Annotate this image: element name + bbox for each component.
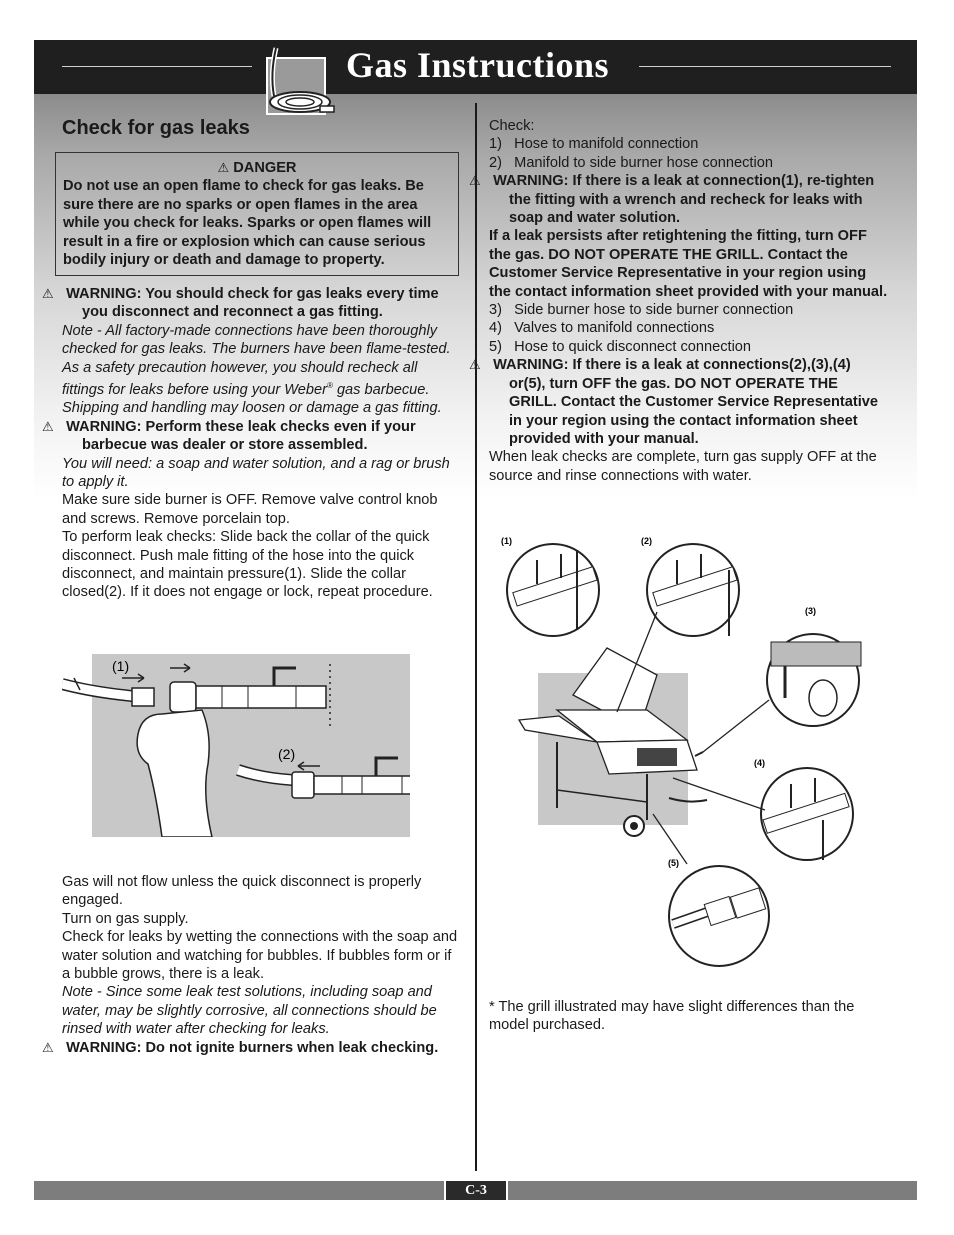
warning-paragraph (489, 172, 889, 227)
danger-box (55, 152, 459, 276)
note-text: Note - All factory-made connections have been thoroughly checked for gas leaks. The burners have been flame-tested. As a safety precaution however, you should recheck all fittings for leaks before using your Weber (62, 322, 451, 398)
section-heading: Check for gas leaks (62, 117, 250, 139)
callout-tag-3: (3) (805, 606, 816, 616)
list-number: 2) (489, 154, 502, 171)
body-paragraph: Gas will not flow unless the quick disconnect is properly engaged. (62, 874, 422, 909)
header-rule-right (639, 66, 891, 67)
list-item (489, 154, 889, 172)
body-paragraph: Make sure side burner is OFF. Remove valve control knob and screws. Remove porcelain top. (62, 492, 438, 527)
footer-bar-left (34, 1181, 444, 1200)
callout-tag-1: (1) (501, 536, 512, 546)
warning-text: WARNING: Do not ignite burners when leak checking. (66, 1039, 439, 1056)
list-item (489, 301, 889, 319)
note-text-cont: gas barbecue. Shipping and handling may loosen or damage a gas fitting. (62, 381, 442, 417)
footer-bar-right (508, 1181, 917, 1200)
page-header (34, 40, 917, 94)
warning-text: WARNING: Perform these leak checks even if your barbecue was dealer or store assembled. (66, 418, 416, 454)
left-column-top (62, 285, 462, 602)
list-item (489, 319, 889, 337)
figure-label-2: (2) (278, 746, 296, 762)
warning-paragraph: ⚠ WARNING: Do not ignite burners when leak checking. (42, 1039, 439, 1056)
detail-circle-1 (507, 544, 599, 636)
warning-triangle-icon: ⚠ (217, 160, 230, 175)
warning-text: WARNING: You should check for gas leaks every time you disconnect and reconnect a gas fitting. (66, 286, 439, 321)
persist-paragraph: If a leak persists after retightening the fitting, turn OFF the gas. DO NOT OPERATE THE GRILL. Contact the Customer Service Representative in your region using the contact information sheet provided with your manual. (489, 228, 888, 300)
warning-paragraph (62, 418, 462, 455)
detail-circle-4 (761, 768, 853, 860)
danger-body: Do not use an open flame to check for gas leaks. Be sure there are no sparks or open flames in the area while you check for leaks. Sparks or open flames will result in a fire or explosion which can cause serious bodily injury or death and damage to property. (63, 178, 432, 269)
body-paragraph: To perform leak checks: Slide back the collar of the quick disconnect. Push male fitting of the hose into the quick disconnect, and maintain pressure(1). Slide the collar closed(2). If it does not engage or lock, repeat procedure. (62, 529, 433, 601)
list-item (489, 338, 889, 356)
header-rule-left (62, 66, 252, 67)
footnote: * The grill illustrated may have slight differences than the model purchased. (489, 999, 855, 1034)
list-text: Manifold to side burner hose connection (514, 154, 773, 171)
callout-tag-5: (5) (668, 858, 679, 868)
body-paragraph: Check for leaks by wetting the connections with the soap and water solution and watching for bubbles. If bubbles form or if a bubble grows, there is a leak. (62, 929, 458, 983)
registered-mark: ® (326, 381, 333, 391)
list-item (489, 135, 889, 153)
body-paragraph: When leak checks are complete, turn gas supply OFF at the source and rinse connections with water. (489, 449, 877, 484)
list-text: Hose to manifold connection (514, 136, 699, 153)
warning-text: WARNING: If there is a leak at connections(2),(3),(4) or(5), turn OFF the gas. DO NOT OPERATE THE GRILL. Contact the Customer Service Representative in your region using the contact information sheet provided with your manual. (493, 357, 878, 447)
list-number: 3) (489, 302, 502, 319)
list-text: Side burner hose to side burner connection (514, 302, 794, 319)
warning-text: WARNING: If there is a leak at connection(1), re-tighten the fitting with a wrench and recheck for leaks with soap and water solution. (493, 173, 875, 227)
left-column-bottom (42, 873, 462, 1057)
body-paragraph: Turn on gas supply. (62, 910, 189, 927)
list-number: 5) (489, 338, 502, 355)
detail-circle-5 (669, 866, 769, 966)
gas-hose-icon (262, 44, 336, 122)
note-paragraph: Note - Since some leak test solutions, including soap and water, may be slightly corrosive, all connections should be rinsed with water after checking for leaks. (62, 984, 437, 1038)
warning-paragraph (62, 285, 462, 322)
callout-tag-2: (2) (641, 536, 652, 546)
figure-label-1: (1) (112, 658, 130, 674)
right-column (489, 117, 889, 485)
supplies-paragraph: You will need: a soap and water solution, and a rag or brush to apply it. (62, 455, 450, 490)
quick-disconnect-illustration (62, 654, 410, 837)
page-number: C-3 (446, 1181, 506, 1200)
check-label: Check: (489, 118, 535, 134)
detail-circle-3 (767, 634, 861, 726)
danger-heading (63, 159, 451, 177)
list-text: Hose to quick disconnect connection (514, 338, 752, 355)
grill-leak-check-illustration (497, 530, 897, 970)
list-text: Valves to manifold connections (514, 320, 715, 337)
column-divider (475, 103, 477, 1171)
note-paragraph (62, 322, 462, 418)
warning-paragraph (489, 356, 889, 448)
page-title: Gas Instructions (346, 45, 610, 85)
callout-tag-4: (4) (754, 758, 765, 768)
detail-circle-2 (647, 544, 739, 636)
danger-heading-text: DANGER (233, 160, 297, 176)
list-number: 1) (489, 136, 502, 153)
list-number: 4) (489, 320, 502, 337)
